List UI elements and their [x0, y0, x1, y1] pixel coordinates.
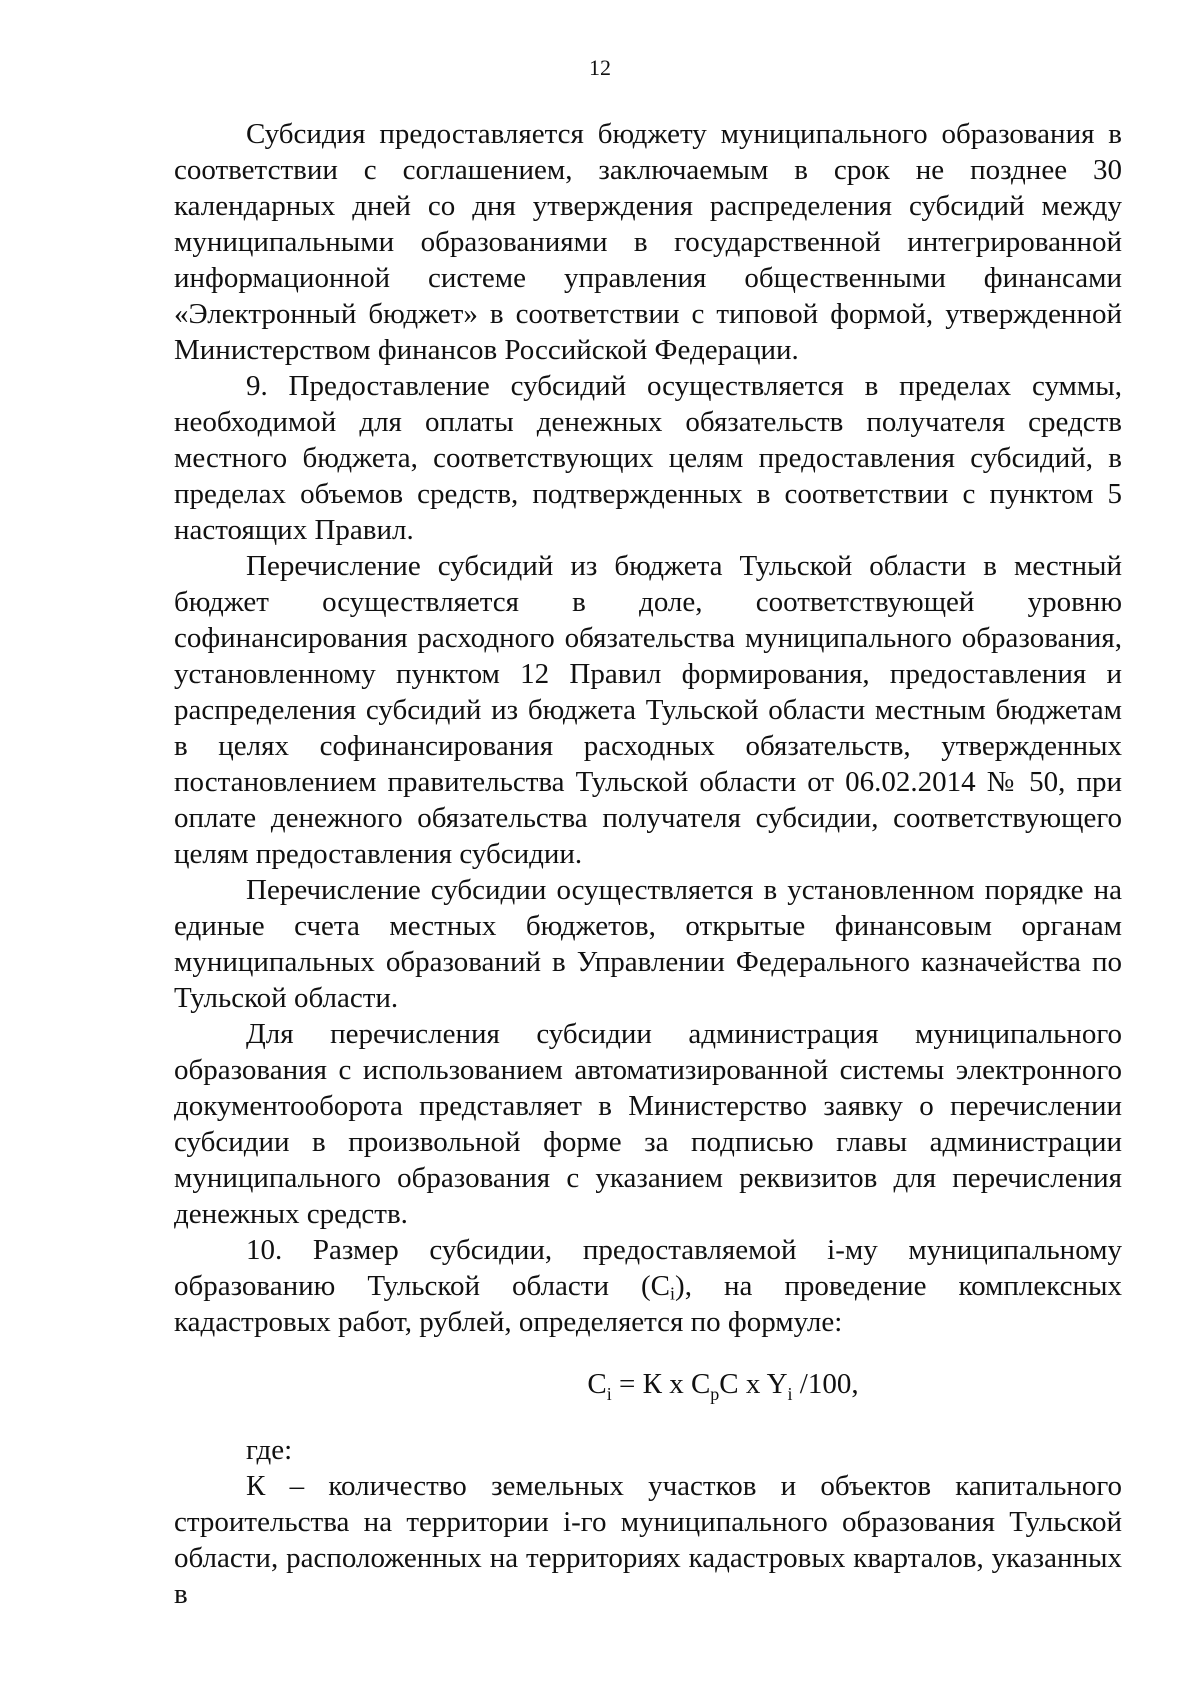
formula-y-subscript: i	[787, 1383, 793, 1404]
formula-part1: = К x C	[611, 1368, 711, 1400]
formula-part3: /100,	[792, 1368, 859, 1400]
paragraph-transfer-share: Перечисление субсидий из бюджета Тульской области в местный бюджет осуществляется в доле, соответствующей уровню софинансирования расходного обязательства муниципального образования, установленному пунктом 12 Правил формирования, предоставления и распределения субсидий из бюджета Тульской области местным бюджетам в целях софинансирования расходных обязательств, утвержденных постановлением правительства Тульской области от 06.02.2014 № 50, при оплате денежного обязательства получателя субсидии, соответствующего целям предоставления субсидии.	[174, 550, 1122, 870]
subsidy-formula	[174, 1366, 1122, 1402]
paragraph-10-text-start: 10. Размер субсидии, предоставляемой i-му муниципальному образованию Тульской области (C	[174, 1234, 1122, 1302]
paragraph-subsidy-agreement: Субсидия предоставляется бюджету муниципального образования в соответствии с соглашением, заключаемым в срок не позднее 30 календарных дней со дня утверждения распределения субсидий между муниципальными образованиями в государственной интегрированной информационной системе управления общественными финансами «Электронный бюджет» в соответствии с типовой формой, утвержденной Министерством финансов Российской Федерации.	[174, 118, 1122, 366]
paragraph-10-text-end: ), на проведение комплексных кадастровых работ, рублей, определяется по формуле:	[174, 1270, 1122, 1338]
formula-p-subscript: p	[710, 1383, 720, 1404]
paragraph-10	[174, 1232, 1122, 1340]
where-label: где:	[246, 1434, 293, 1466]
paragraph-10-subscript: i	[670, 1283, 676, 1304]
paragraph-9: 9. Предоставление субсидий осуществляется в пределах суммы, необходимой для оплаты денежных обязательств получателя средств местного бюджета, соответствующих целям предоставления субсидий, в пределах объемов средств, подтвержденных в соответствии с пунктом 5 настоящих Правил.	[174, 370, 1122, 546]
formula-c-subscript: i	[606, 1383, 612, 1404]
document-body	[174, 116, 1122, 1612]
paragraph-transfer-request: Для перечисления субсидии администрация муниципального образования с использованием автоматизированной системы электронного документооборота представляет в Министерство заявку о перечислении субсидии в произвольной форме за подписью главы администрации муниципального образования с указанием реквизитов для перечисления денежных средств.	[174, 1018, 1122, 1230]
formula-c: C	[587, 1368, 607, 1400]
paragraph-transfer-accounts: Перечисление субсидии осуществляется в установленном порядке на единые счета местных бюджетов, открытые финансовым органам муниципальных образований в Управлении Федерального казначейства по Тульской области.	[174, 874, 1122, 1014]
paragraph-k-definition: К – количество земельных участков и объектов капитального строительства на территории i-го муниципального образования Тульской области, расположенных на территориях кадастровых кварталов, указанных в	[174, 1470, 1122, 1610]
page-number: 12	[589, 55, 611, 80]
formula-part2: C x Y	[719, 1368, 788, 1400]
